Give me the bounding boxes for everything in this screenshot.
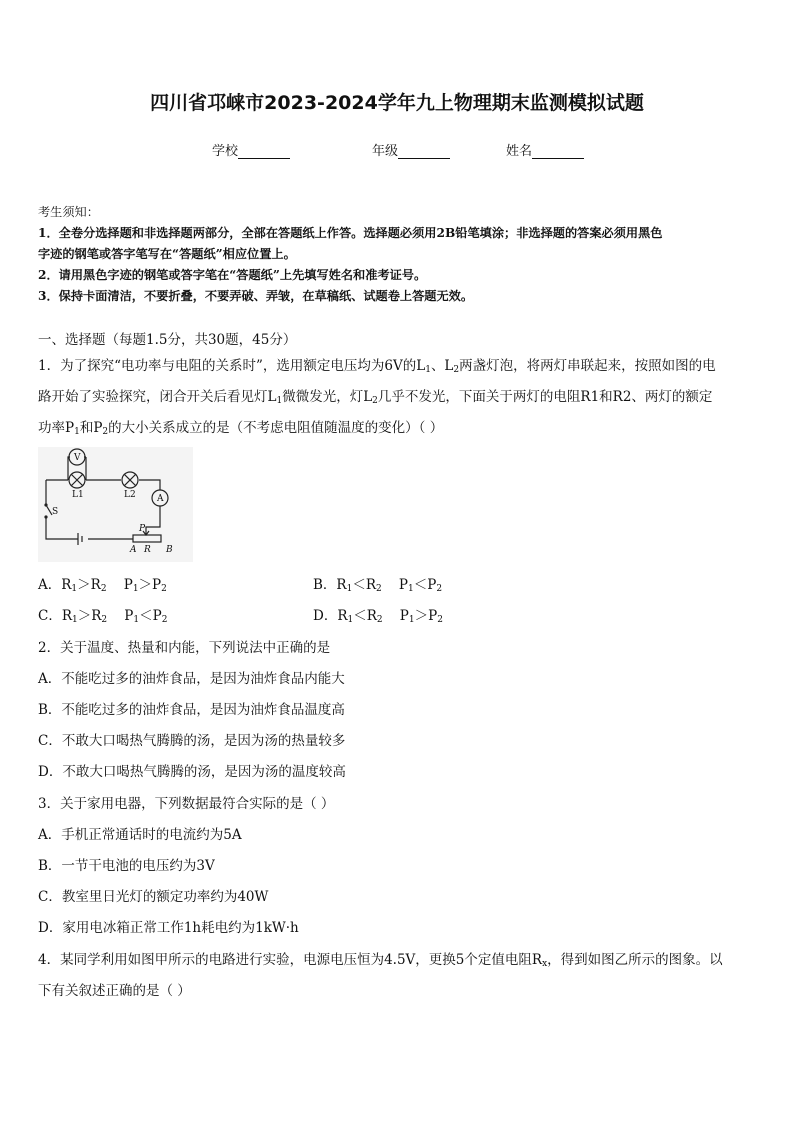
q1-text: 1．为了探究“电功率与电阻的关系时”，选用额定电压均为6V的L	[38, 358, 426, 374]
subscript: 1	[132, 584, 139, 594]
subscript: 1	[71, 584, 78, 594]
subscript: 1	[407, 584, 414, 594]
q3-option-b: B．一节干电池的电压约为3V	[38, 858, 215, 874]
page-title: 四川省邛崃市2023-2024学年九上物理期末监测模拟试题	[150, 92, 644, 114]
q1-text: 几乎不发光，下面关于两灯的电阻R1和R2、两灯的额定	[377, 389, 713, 405]
subscript: 2	[376, 584, 382, 594]
option-text: P	[382, 608, 409, 624]
option-text: ＞R	[77, 608, 102, 624]
subscript: x	[542, 959, 548, 969]
q1-text: 和P	[79, 420, 103, 436]
q3-option-d: D．家用电冰箱正常工作1h耗电约为1kW·h	[38, 920, 299, 936]
option-text: D．R	[313, 608, 348, 624]
option-text: ＞P	[414, 608, 438, 624]
subscript: 2	[100, 584, 107, 594]
rheostat-end-a: A	[130, 545, 137, 555]
subscript: 1	[72, 615, 78, 625]
subscript: 2	[161, 615, 168, 625]
option-text: P	[381, 577, 408, 593]
grade-label: 年级	[372, 144, 399, 159]
option-text: A．R	[38, 577, 72, 593]
notice-line-1b: 字迹的钢笔或答字笔写在“答题纸”相应位置上。	[38, 247, 296, 261]
subscript: 1	[425, 365, 431, 375]
notice-line-3: 3．保持卡面清洁，不要折叠，不要弄破、弄皱，在草稿纸、试题卷上答题无效。	[38, 289, 474, 303]
subscript: 1	[276, 396, 283, 406]
rheostat-end-b: B	[166, 545, 173, 555]
slider-label: P	[139, 524, 146, 534]
switch-contact	[44, 503, 47, 506]
option-text: P	[106, 577, 133, 593]
name-blank	[532, 144, 584, 159]
rheostat-label: R	[144, 545, 151, 555]
option-text: ＞R	[77, 577, 101, 593]
q3-option-a: A．手机正常通话时的电流约为5A	[38, 827, 242, 843]
option-text: B．R	[313, 577, 347, 593]
l1-label: L1	[72, 490, 84, 500]
q1-text: 微微发光，灯L	[282, 389, 373, 405]
q2-option-d: D．不敢大口喝热气腾腾的汤，是因为汤的温度较高	[38, 764, 346, 780]
ammeter-label: A	[157, 494, 164, 504]
q3-stem: 3．关于家用电器，下列数据最符合实际的是（ ）	[38, 796, 335, 812]
option-text: ＜R	[352, 577, 376, 593]
q1-option-b	[313, 573, 442, 593]
q2-option-c: C．不敢大口喝热气腾腾的汤，是因为汤的热量较多	[38, 733, 346, 749]
notice-line-1: 1．全卷分选择题和非选择题两部分，全部在答题纸上作答。选择题必须用2B铅笔填涂；非选择题的答案必须用黑色	[38, 226, 663, 240]
section-heading: 一、选择题（每题1.5分，共30题，45分）	[38, 332, 297, 348]
q2-option-b: B．不能吃过多的油炸食品，是因为油炸食品温度高	[38, 702, 345, 718]
option-text: ＜P	[413, 577, 437, 593]
l2-label: L2	[124, 490, 136, 500]
q1-line-3	[38, 416, 443, 436]
subscript: 1	[408, 615, 415, 625]
circuit-diagram	[38, 447, 193, 562]
q1-text: 的大小关系成立的是（不考虑电阻值随温度的变化）（ ）	[108, 420, 444, 436]
notice-heading: 考生须知：	[38, 205, 99, 219]
q1-text: 路开始了实验探究，闭合开关后看见灯L	[38, 389, 277, 405]
switch-label: S	[52, 507, 59, 517]
q2-option-a: A．不能吃过多的油炸食品，是因为油炸食品内能大	[38, 671, 345, 687]
q1-text: 功率P	[38, 420, 75, 436]
subscript: 2	[453, 365, 460, 375]
q2-stem: 2．关于温度、热量和内能，下列说法中正确的是	[38, 640, 331, 656]
q1-option-d	[313, 604, 443, 624]
q4-text: 4．某同学利用如图甲所示的电路进行实验，电源电压恒为4.5V，更换5个定值电阻R	[38, 952, 543, 968]
q1-text: 、L	[430, 358, 454, 374]
option-text: ＜R	[353, 608, 377, 624]
name-label: 姓名	[506, 144, 533, 159]
option-text: C．R	[38, 608, 72, 624]
q4-line-1	[38, 948, 723, 968]
option-text: ＞P	[138, 577, 162, 593]
subscript: 2	[101, 615, 108, 625]
subscript: 2	[161, 584, 167, 594]
subscript: 1	[347, 615, 354, 625]
subscript: 2	[372, 396, 378, 406]
subscript: 2	[437, 615, 443, 625]
q1-line-1	[38, 354, 716, 374]
notice-line-2: 2．请用黑色字迹的钢笔或答字笔在“答题纸”上先填写姓名和准考证号。	[38, 268, 427, 282]
subscript: 1	[133, 615, 140, 625]
switch-contact	[44, 515, 47, 518]
voltmeter-label: V	[74, 453, 81, 463]
subscript: 2	[436, 584, 443, 594]
option-text: ＜P	[139, 608, 162, 624]
school-label: 学校	[212, 144, 239, 159]
q4-text: ，得到如图乙所示的图象。以	[547, 952, 723, 968]
subscript: 2	[102, 427, 109, 437]
grade-blank	[398, 144, 450, 159]
subscript: 1	[346, 584, 353, 594]
school-field	[212, 140, 290, 159]
q4-line-2: 下有关叙述正确的是（ ）	[38, 983, 191, 999]
q1-option-a	[38, 573, 167, 593]
subscript: 2	[376, 615, 383, 625]
grade-field	[372, 140, 450, 159]
subscript: 1	[74, 427, 80, 437]
q1-option-c	[38, 604, 167, 624]
option-text: P	[107, 608, 134, 624]
q1-text: 两盏灯泡，将两灯串联起来，按照如图的电	[459, 358, 716, 374]
q1-line-2	[38, 385, 712, 405]
q3-option-c: C．教室里日光灯的额定功率约为40W	[38, 889, 269, 905]
school-blank	[238, 144, 290, 159]
name-field	[506, 140, 584, 159]
